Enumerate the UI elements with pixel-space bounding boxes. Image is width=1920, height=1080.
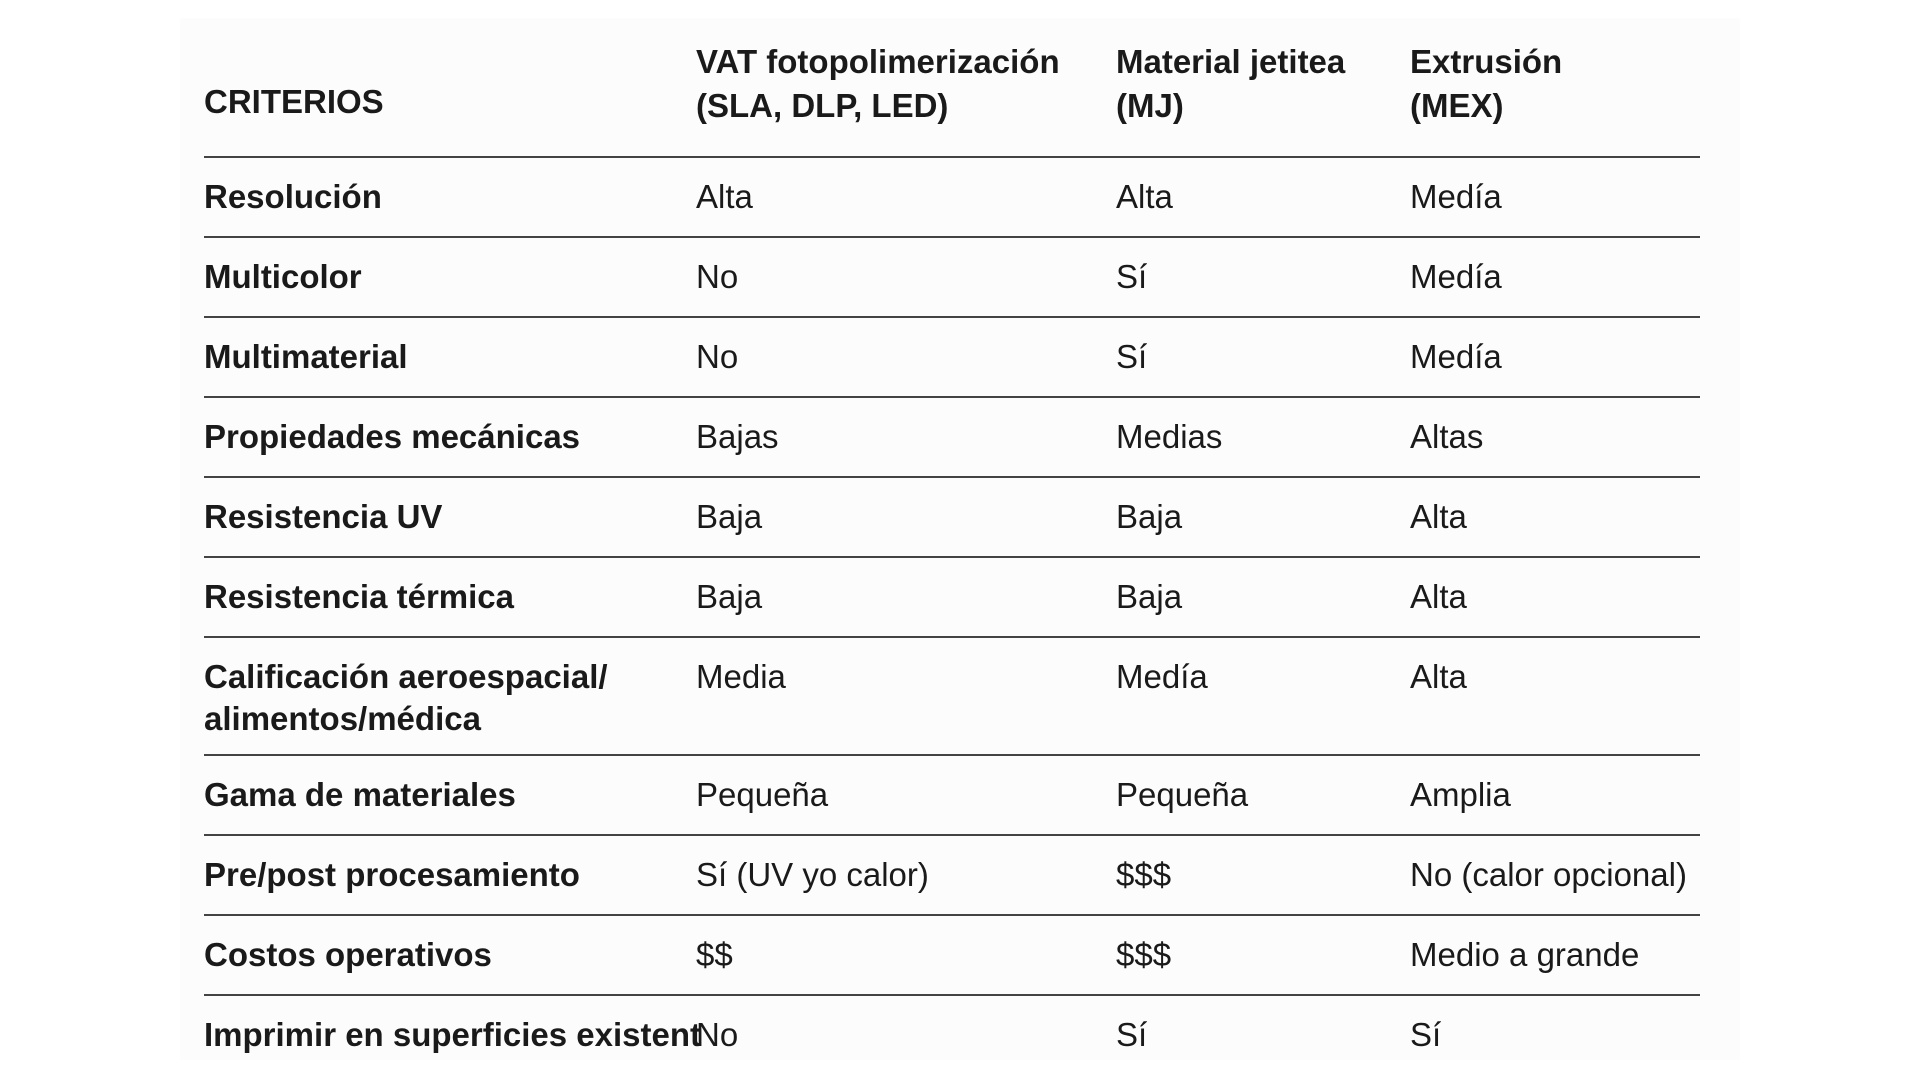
vat-cell: No: [696, 317, 1116, 397]
mex-cell: Altas: [1410, 397, 1700, 477]
mex-cell: Medía: [1410, 237, 1700, 317]
vat-cell: No: [696, 1016, 739, 1053]
table-body: [204, 157, 1700, 1074]
mj-cell: $$$: [1116, 835, 1410, 915]
header-vat-line2: (SLA, DLP, LED): [696, 87, 949, 124]
table-row: [204, 755, 1700, 835]
vat-cell: Alta: [696, 157, 1116, 237]
header-mj-line1: Material jetitea: [1116, 43, 1346, 80]
vat-cell: $$: [696, 915, 1116, 995]
mex-cell: Alta: [1410, 637, 1700, 755]
header-mex-line1: Extrusión: [1410, 43, 1563, 80]
mj-cell: Baja: [1116, 557, 1410, 637]
header-vat-line1: VAT fotopolimerización: [696, 43, 1060, 80]
mex-cell: Medio a grande: [1410, 915, 1700, 995]
mex-cell: Alta: [1410, 557, 1700, 637]
criterion-cell: Multimaterial: [204, 317, 696, 397]
mex-cell: Medía: [1410, 317, 1700, 397]
header-criterios-line1: CRITERIOS: [204, 83, 384, 120]
table-row: [204, 557, 1700, 637]
header-extrusion: [1410, 40, 1700, 157]
criterion-cell: Calificación aeroespacial/ alimentos/médica: [204, 637, 696, 755]
table-row: [204, 397, 1700, 477]
criterion-cell: Imprimir en superficies existent: [204, 1016, 702, 1053]
header-vat-fotopolimerizacion: [696, 40, 1116, 157]
table-row: [204, 915, 1700, 995]
vat-cell: Baja: [696, 477, 1116, 557]
criterion-cell: Gama de materiales: [204, 755, 696, 835]
header-material-jetting: [1116, 40, 1410, 157]
table-row: [204, 237, 1700, 317]
table-row: [204, 995, 1700, 1074]
mj-cell: Medía: [1116, 637, 1410, 755]
mj-cell: $$$: [1116, 915, 1410, 995]
vat-cell: No: [696, 237, 1116, 317]
table-row: [204, 477, 1700, 557]
criterion-cell: Pre/post procesamiento: [204, 835, 696, 915]
header-mj-line2: (MJ): [1116, 87, 1184, 124]
criterion-cell: Resistencia UV: [204, 477, 696, 557]
mj-cell: Baja: [1116, 477, 1410, 557]
mj-cell: Sí: [1116, 237, 1410, 317]
mj-cell: Sí: [1116, 317, 1410, 397]
mj-cell: Pequeña: [1116, 755, 1410, 835]
criterion-cell: Multicolor: [204, 237, 696, 317]
criterion-cell: Propiedades mecánicas: [204, 397, 696, 477]
criterion-cell: Resolución: [204, 157, 696, 237]
vat-cell: Sí (UV yo calor): [696, 835, 1116, 915]
header-criterios: [204, 40, 696, 157]
vat-cell: Bajas: [696, 397, 1116, 477]
mj-cell: Medias: [1116, 397, 1410, 477]
mex-cell: Amplia: [1410, 755, 1700, 835]
vat-cell: Pequeña: [696, 755, 1116, 835]
mex-cell: Medía: [1410, 157, 1700, 237]
table-header: [204, 40, 1700, 157]
vat-cell: Media: [696, 637, 1116, 755]
mj-cell: Alta: [1116, 157, 1410, 237]
mex-cell: Sí: [1410, 1016, 1442, 1053]
table-row: [204, 317, 1700, 397]
table-row: [204, 157, 1700, 237]
table-row: [204, 637, 1700, 755]
vat-cell: Baja: [696, 557, 1116, 637]
table-row: [204, 835, 1700, 915]
header-mex-line2: (MEX): [1410, 87, 1504, 124]
mj-cell: Sí: [1116, 1016, 1148, 1053]
header-row: [204, 40, 1700, 157]
criterion-cell: Resistencia térmica: [204, 557, 696, 637]
mex-cell: Alta: [1410, 477, 1700, 557]
criterion-cell: Costos operativos: [204, 915, 696, 995]
mex-cell: No (calor opcional): [1410, 835, 1700, 915]
comparison-table: [204, 40, 1700, 1074]
